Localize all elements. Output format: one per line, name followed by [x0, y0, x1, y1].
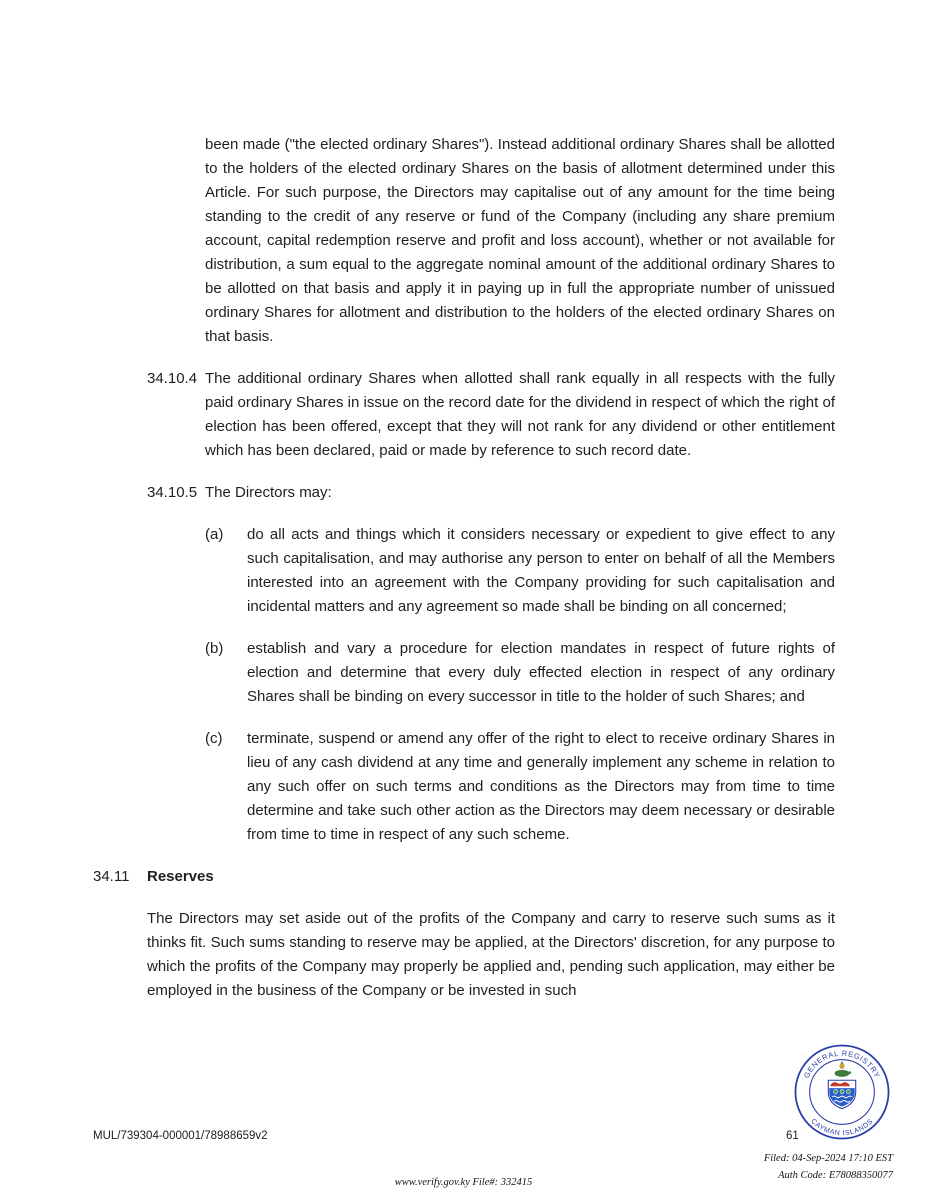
- auth-code-line: Auth Code: E78088350077: [778, 1170, 893, 1181]
- cayman-coat-of-arms-icon: [828, 1061, 855, 1109]
- list-item-label: (b): [205, 640, 224, 657]
- verify-url-line: www.verify.gov.ky File#: 332415: [394, 1177, 533, 1188]
- list-item-a: [205, 523, 835, 619]
- section-34-10-4: [147, 367, 835, 463]
- list-item-label: (c): [205, 730, 223, 747]
- list-item-c: [205, 727, 835, 847]
- document-body: [0, 133, 927, 1021]
- seal-bottom-label: CAYMAN ISLANDS: [809, 1118, 875, 1138]
- list-item-label: (a): [205, 526, 224, 543]
- seal-top-label: GENERAL REGISTRY: [801, 1048, 883, 1080]
- section-34-11-text: The Directors may set aside out of the profits of the Company and carry to reserve such sums as it thinks fit. Such sums standing to reserve may be applied, at the Directors' discretion, for any purpose to which the profits of the Company may properly be applied and, pending such application, may either be employed in the business of the Company or be invested in such: [147, 910, 835, 999]
- section-number: 34.11: [93, 868, 130, 885]
- section-34-10-5: [147, 481, 835, 505]
- section-text: The additional ordinary Shares when allotted shall rank equally in all respects with the fully paid ordinary Shares in issue on the record date for the dividend in respect of which the right of election has been offered, except that they will not rank for any dividend or other entitlement which has been declared, paid or made by reference to such record date.: [205, 370, 835, 459]
- general-registry-seal: [793, 1043, 891, 1141]
- section-number: 34.10.5: [147, 484, 198, 501]
- list-item-text: terminate, suspend or amend any offer of the right to elect to receive ordinary Shares in lieu of any cash dividend at any time and generally implement any scheme in relation to any such offer on such terms and conditions as the Directors may from time to time determine and take such other action as the Directors may deem necessary or desirable from time to time in respect of any such scheme.: [247, 730, 835, 843]
- section-heading: Reserves: [147, 868, 214, 885]
- list-item-text: do all acts and things which it considers necessary or expedient to give effect to any such capitalisation, and may authorise any person to enter on behalf of all the Members interested into an agreement with the Company providing for such capitalisation and incidental matters and any agreement so made shall be binding on all concerned;: [247, 526, 835, 615]
- page-number: 61: [786, 1130, 799, 1142]
- section-34-11-heading: [93, 865, 927, 889]
- list-item-b: [205, 637, 835, 709]
- document-reference: MUL/739304-000001/78988659v2: [93, 1130, 268, 1142]
- section-text: The Directors may:: [205, 484, 332, 501]
- filed-date-line: Filed: 04-Sep-2024 17:10 EST: [763, 1153, 893, 1164]
- section-number: 34.10.4: [147, 370, 198, 387]
- list-item-text: establish and vary a procedure for election mandates in respect of future rights of election and determine that every duly effected election in respect of any ordinary Shares shall be binding on every successor in title to the holder of such Shares; and: [247, 640, 835, 705]
- intro-paragraph: been made ("the elected ordinary Shares"). Instead additional ordinary Shares shall be allotted to the holders of the elected ordinary Shares on the basis of allotment determined under this Article. For such purpose, the Directors may capitalise out of any amount for the time being standing to the credit of any reserve or fund of the Company (including any share premium account, capital redemption reserve and profit and loss account), whether or not available for distribution, a sum equal to the aggregate nominal amount of the additional ordinary Shares to be allotted on that basis and apply it in paying up in full the appropriate number of unissued ordinary Shares for allotment and distribution to the holders of the elected ordinary Shares on that basis.: [205, 136, 835, 345]
